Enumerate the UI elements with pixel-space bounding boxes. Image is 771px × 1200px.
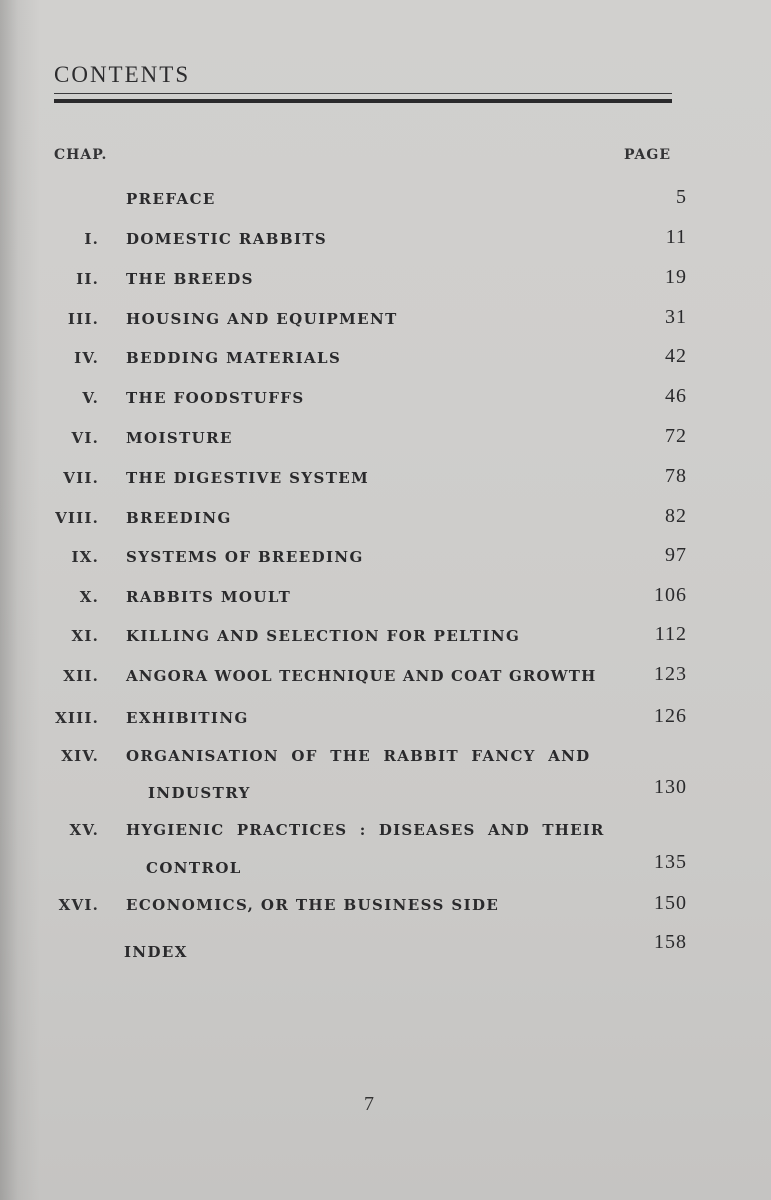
header-rule-thick	[54, 99, 672, 103]
page-number: 72	[665, 425, 687, 447]
page-number: 19	[665, 266, 687, 288]
chapter-number: VIII.	[55, 509, 99, 527]
chapter-number: XVI.	[58, 896, 99, 914]
page-number: 97	[665, 544, 687, 566]
toc-entry	[0, 821, 771, 891]
toc-entry	[0, 505, 771, 549]
chapter-number: XII.	[63, 667, 99, 685]
toc-entry	[0, 747, 771, 817]
folio-page-number: 7	[364, 1093, 374, 1115]
page-number: 112	[654, 623, 687, 645]
chapter-title: ANGORA WOOL TECHNIQUE AND COAT GROWTH	[126, 667, 597, 685]
toc-entry	[0, 623, 771, 667]
page-number: 82	[665, 505, 687, 527]
toc-entry	[0, 892, 771, 936]
toc-entry	[0, 465, 771, 509]
chapter-number: III.	[67, 310, 99, 328]
toc-entry	[0, 306, 771, 350]
page-number: 158	[654, 931, 687, 953]
chapter-title: MOISTURE	[126, 429, 233, 447]
chapter-number: XIV.	[61, 747, 99, 765]
chapter-number: X.	[79, 588, 99, 606]
chapter-number: XV.	[69, 821, 99, 839]
chapter-column-heading: CHAP.	[54, 147, 108, 163]
toc-entry	[0, 345, 771, 389]
chapter-title: THE FOODSTUFFS	[126, 389, 305, 407]
chapter-title: THE BREEDS	[126, 270, 254, 288]
chapter-number: II.	[76, 270, 99, 288]
page-number: 11	[665, 226, 687, 248]
page-column-heading: PAGE	[624, 147, 671, 163]
chapter-number: VII.	[63, 469, 99, 487]
page-number: 126	[654, 705, 687, 727]
chapter-number: IX.	[71, 548, 99, 566]
toc-entry	[0, 584, 771, 628]
chapter-title: SYSTEMS OF BREEDING	[126, 548, 364, 566]
chapter-title: HYGIENIC PRACTICES : DISEASES AND THEIR	[126, 821, 605, 839]
chapter-title: KILLING AND SELECTION FOR PELTING	[126, 627, 521, 645]
page-number: 31	[665, 306, 687, 328]
page-number: 46	[665, 385, 687, 407]
page-number: 130	[654, 776, 687, 798]
chapter-number: XIII.	[55, 709, 99, 727]
chapter-title: DOMESTIC RABBITS	[126, 230, 328, 248]
chapter-number: V.	[82, 389, 99, 407]
page-number: 106	[654, 584, 687, 606]
page-number: 42	[665, 345, 687, 367]
page-number: 150	[654, 892, 687, 914]
header-rule-thin	[54, 93, 672, 94]
page-number: 5	[676, 186, 687, 208]
chapter-number: XI.	[71, 627, 99, 645]
chapter-title: BREEDING	[126, 509, 232, 527]
chapter-number: IV.	[74, 349, 99, 367]
chapter-title: HOUSING AND EQUIPMENT	[126, 310, 398, 328]
chapter-number: VI.	[71, 429, 99, 447]
toc-entry-index	[0, 931, 771, 983]
chapter-number: I.	[84, 230, 99, 248]
toc-entry	[0, 226, 771, 270]
chapter-title: RABBITS MOULT	[126, 588, 292, 606]
page-number: 78	[665, 465, 687, 487]
toc-entry	[0, 425, 771, 469]
chapter-title-continuation: CONTROL	[146, 859, 242, 877]
toc-entry	[0, 663, 771, 707]
chapter-title: PREFACE	[126, 190, 216, 208]
toc-entry	[0, 385, 771, 429]
chapter-title: THE DIGESTIVE SYSTEM	[126, 469, 370, 487]
toc-entry	[0, 544, 771, 588]
toc-entry-preface	[0, 186, 771, 230]
chapter-title: INDEX	[124, 943, 188, 961]
page-number: 123	[654, 663, 687, 685]
toc-entry	[0, 266, 771, 310]
chapter-title: ORGANISATION OF THE RABBIT FANCY AND	[126, 747, 591, 765]
chapter-title: ECONOMICS, OR THE BUSINESS SIDE	[126, 896, 500, 914]
toc-entry	[0, 705, 771, 749]
chapter-title: EXHIBITING	[126, 709, 249, 727]
page-number: 135	[654, 851, 687, 873]
page-title: CONTENTS	[54, 62, 191, 87]
chapter-title-continuation: INDUSTRY	[148, 784, 251, 802]
chapter-title: BEDDING MATERIALS	[126, 349, 342, 367]
